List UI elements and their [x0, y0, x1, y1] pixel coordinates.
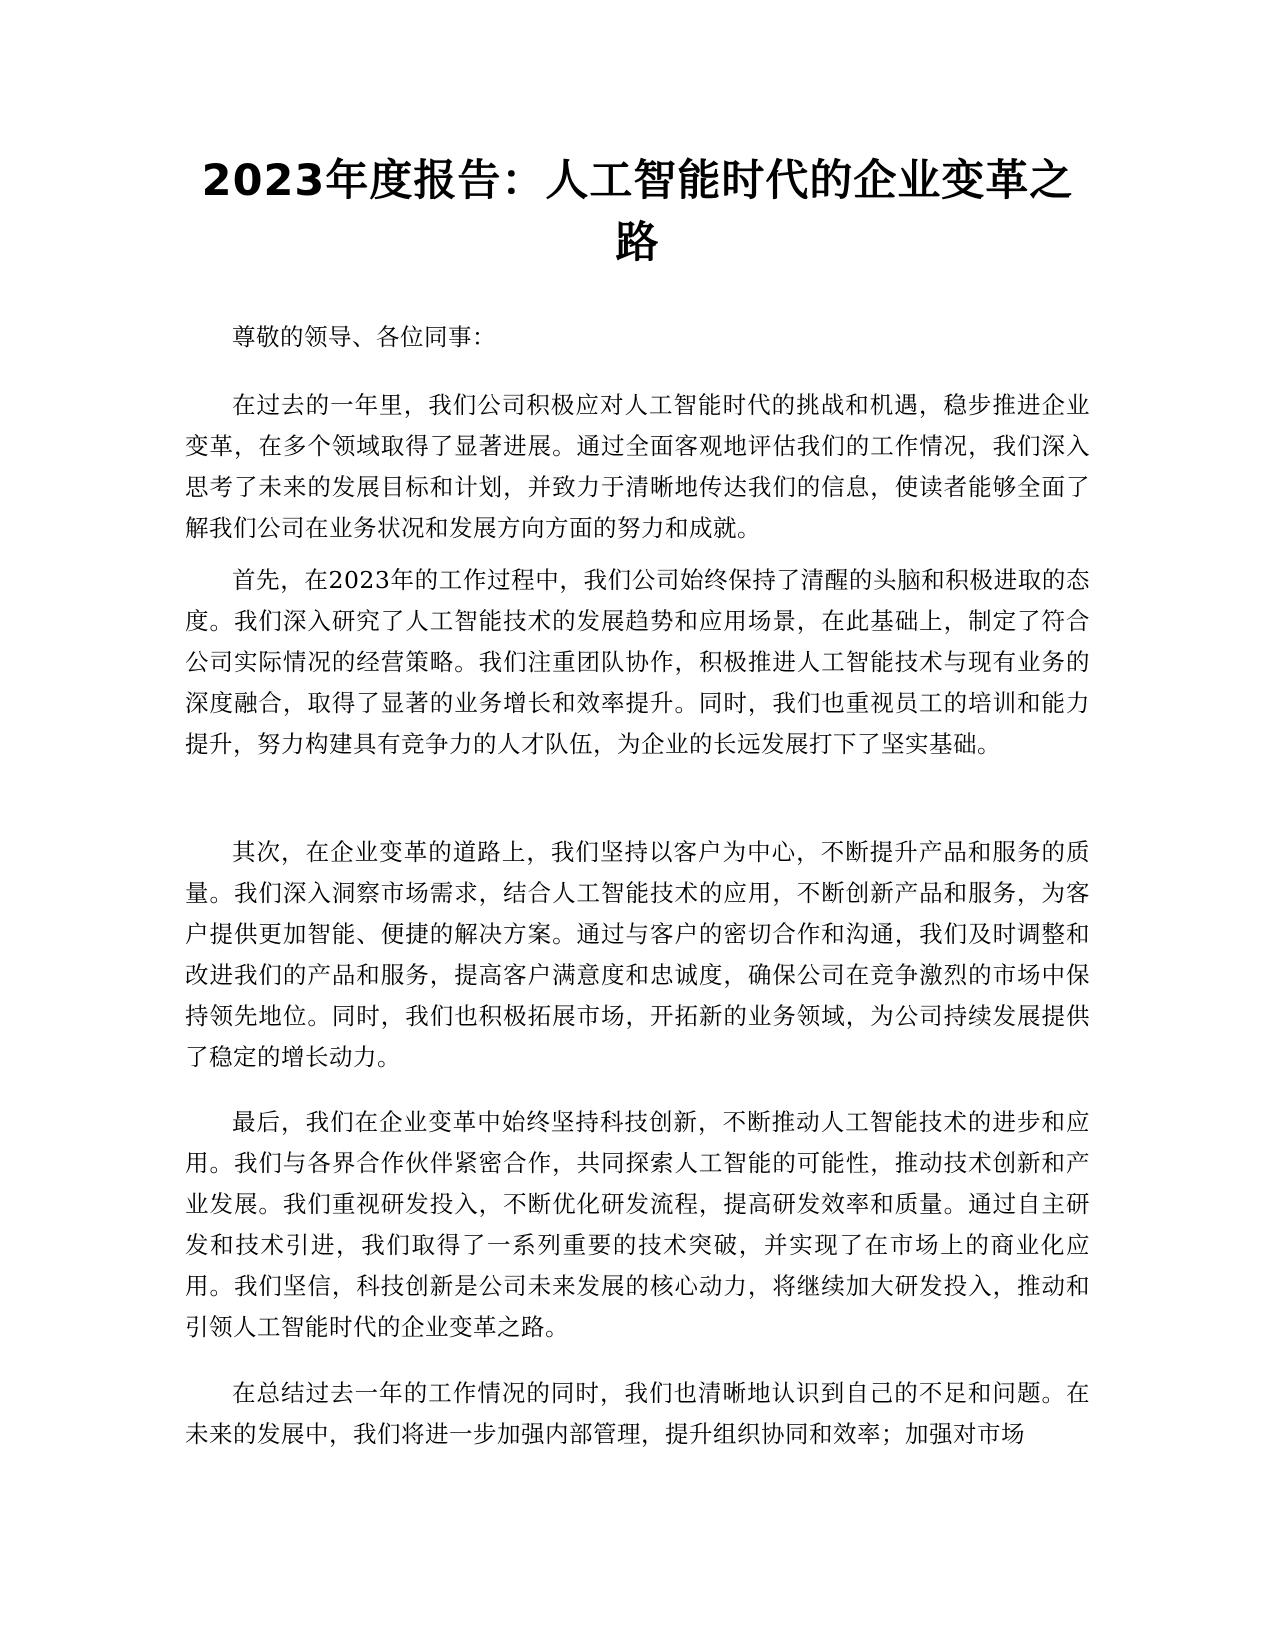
paragraph: 最后，我们在企业变革中始终坚持科技创新，不断推动人工智能技术的进步和应用。我们与各界合作伙伴紧密合作，共同探索人工智能的可能性，推动技术创新和产业发展。我们重视研发投入，不断优化研发流程，提高研发效率和质量。通过自主研发和技术引进，我们取得了一系列重要的技术突破，并实现了在市场上的商业化应用。我们坚信，科技创新是公司未来发展的核心动力，将继续加大研发投入，推动和引领人工智能时代的企业变革之路。 — [185, 1108, 1090, 1341]
paragraph: 在过去的一年里，我们公司积极应对人工智能时代的挑战和机遇，稳步推进企业变革，在多个领域取得了显著进展。通过全面客观地评估我们的工作情况，我们深入思考了未来的发展目标和计划，并致力于清晰地传达我们的信息，使读者能够全面了解我们公司在业务状况和发展方向方面的努力和成就。 — [185, 391, 1090, 542]
paragraph: 其次，在企业变革的道路上，我们坚持以客户为中心，不断提升产品和服务的质量。我们深入洞察市场需求，结合人工智能技术的应用，不断创新产品和服务，为客户提供更加智能、便捷的解决方案。通过与客户的密切合作和沟通，我们及时调整和改进我们的产品和服务，提高客户满意度和忠诚度，确保公司在竞争激烈的市场中保持领先地位。同时，我们也积极拓展市场，开拓新的业务领域，为公司持续发展提供了稳定的增长动力。 — [185, 838, 1090, 1071]
document-title: 2023年度报告：人工智能时代的企业变革之路 — [201, 156, 1074, 268]
paragraph: 首先，在2023年的工作过程中，我们公司始终保持了清醒的头脑和积极进取的态度。我们深入研究了人工智能技术的发展趋势和应用场景，在此基础上，制定了符合公司实际情况的经营策略。我们注重团队协作，积极推进人工智能技术与现有业务的深度融合，取得了显著的业务增长和效率提升。同时，我们也重视员工的培训和能力提升，努力构建具有竞争力的人才队伍，为企业的长远发展打下了坚实基础。 — [185, 566, 1090, 758]
salutation: 尊敬的领导、各位同事： — [232, 323, 496, 351]
paragraph: 在总结过去一年的工作情况的同时，我们也清晰地认识到自己的不足和问题。在未来的发展中，我们将进一步加强内部管理，提升组织协同和效率；加强对市场 — [185, 1379, 1090, 1448]
